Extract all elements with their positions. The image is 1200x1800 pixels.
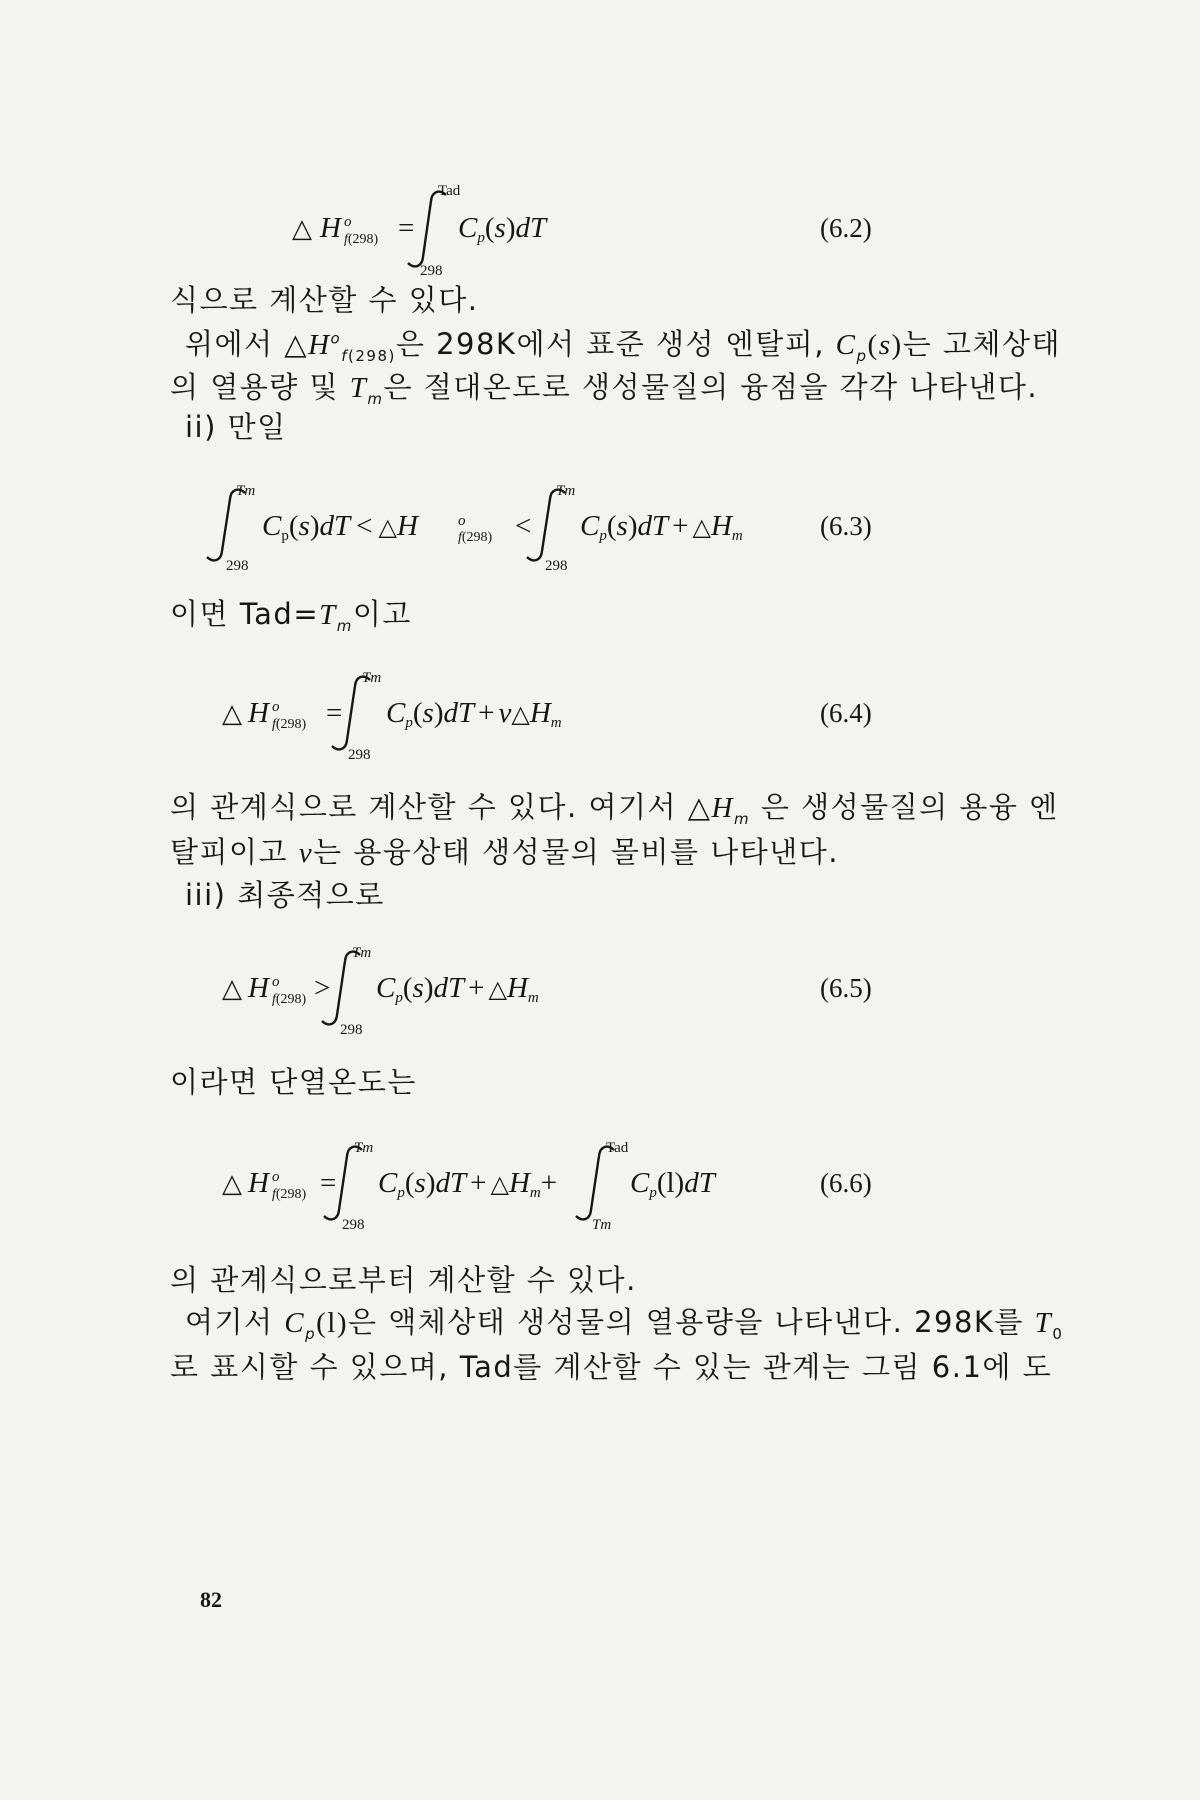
integral-upper-limit: Tm [352,945,372,961]
svg-text:o: o [272,974,280,990]
equation-number: (6.4) [820,698,872,728]
integral-upper-limit: Tm [362,670,382,686]
text-line-7: 탈피이고 ν는 용융상태 생성물의 몰비를 나타낸다. [170,835,839,869]
svg-text:o: o [272,1169,280,1185]
svg-text:Cp(s)dT+△Hm: Cp(s)dT + △Hm [376,972,539,1006]
svg-text:Cp(l)dT: Cp(l)dT [630,1167,715,1201]
text-line-2: 위에서 $\triangle H^o_{f(298)}$은 298K에서 표준 생성 엔탈피, $C_p(s)$는 고체상태 [185,327,1061,365]
svg-text:<: < [515,510,532,542]
equation-6-4 [0,650,1200,770]
integral-upper-limit: Tm [236,483,256,499]
svg-text:Cp(s)dT+△Hm+: Cp(s)dT + △Hm+ [378,1167,558,1201]
integral-upper-limit: Tad [606,1140,629,1156]
svg-text:f(298): f(298) [272,717,307,732]
text-line-10: 의 관계식으로부터 계산할 수 있다. [170,1263,637,1297]
integral-lower-limit: 298 [342,1217,365,1233]
text-line-9: 이라면 단열온도는 [170,1065,417,1099]
equation-number: (6.6) [820,1168,872,1198]
equation-number: (6.3) [820,511,872,541]
svg-text:=: = [320,1167,337,1199]
integral-lower-limit: 298 [340,1022,363,1038]
equation-number: (6.2) [820,213,872,243]
svg-text:△: △ [222,974,242,1003]
equation-6-2 [0,165,1200,285]
svg-text:△: △ [222,699,242,728]
text-line-1: 식으로 계산할 수 있다. [170,283,479,317]
integral-lower-limit: 298 [226,558,249,574]
svg-text:H: H [248,697,269,729]
svg-text:o: o [458,513,466,529]
svg-text:f(298): f(298) [344,232,379,247]
integral-lower-limit: 298 [348,747,371,763]
text-line-8: iii) 최종적으로 [185,878,385,912]
integral-upper-limit: Tm [354,1140,374,1156]
equation-number: (6.5) [820,973,872,1003]
svg-text:Cp(s)dT+ν△Hm: Cp(s)dT + ν△Hm [386,697,562,731]
text-line-3: 의 열용량 및 $T_m$은 절대온도로 생성물질의 융점을 각각 나타낸다. [170,370,1039,408]
text-line-12: 로 표시할 수 있으며, Tad를 계산할 수 있는 관계는 그림 6.1에 도 [170,1350,1053,1384]
integral-sign [576,1147,614,1220]
text-line-4: ii) 만일 [185,410,287,444]
svg-text:H: H [248,1167,269,1199]
svg-text:f(298): f(298) [272,1187,307,1202]
svg-text:Cp(s)dT+△Hm: Cp(s)dT + △Hm [580,510,743,544]
page-number: 82 [200,1587,222,1612]
svg-text:o: o [344,214,352,230]
svg-text:f(298): f(298) [458,530,493,545]
svg-text:H: H [320,212,341,244]
svg-text:Cp(s)dT: Cp(s)dT [458,212,547,246]
integral-lower-limit: 298 [420,263,443,279]
svg-text:=: = [326,697,343,729]
text-line-6: 의 관계식으로 계산할 수 있다. 여기서 $\triangle H_m$ 은 생성물질의 용융 엔 [170,790,1059,828]
svg-text:△: △ [292,214,312,243]
svg-text:o: o [272,699,280,715]
svg-text:H: H [248,972,269,1004]
equation-6-5 [0,925,1200,1045]
text-line-11: 여기서 $C_p(l)$은 액체상태 생성물의 열용량을 나타낸다. 298K를 $T_0$ [185,1305,1064,1343]
integral-sign [207,490,245,561]
svg-text:=: = [398,212,415,244]
equation-6-6 [0,1120,1200,1240]
integral-upper-limit: Tm [556,483,576,499]
svg-text:△: △ [222,1169,242,1198]
text-line-5: 이면 $Tad=T_m$이고 [170,597,412,635]
integral-upper-limit: Tad [438,183,461,199]
equation-6-3 [0,455,1200,575]
integral-lower-limit: 298 [545,558,568,574]
integral-lower-limit: Tm [592,1217,612,1233]
integral-sign [527,490,565,561]
svg-text:f(298): f(298) [272,992,307,1007]
svg-text:Cp(s)dT<△H: Cp(s)dT < △H [262,510,418,544]
svg-text:>: > [314,972,331,1004]
